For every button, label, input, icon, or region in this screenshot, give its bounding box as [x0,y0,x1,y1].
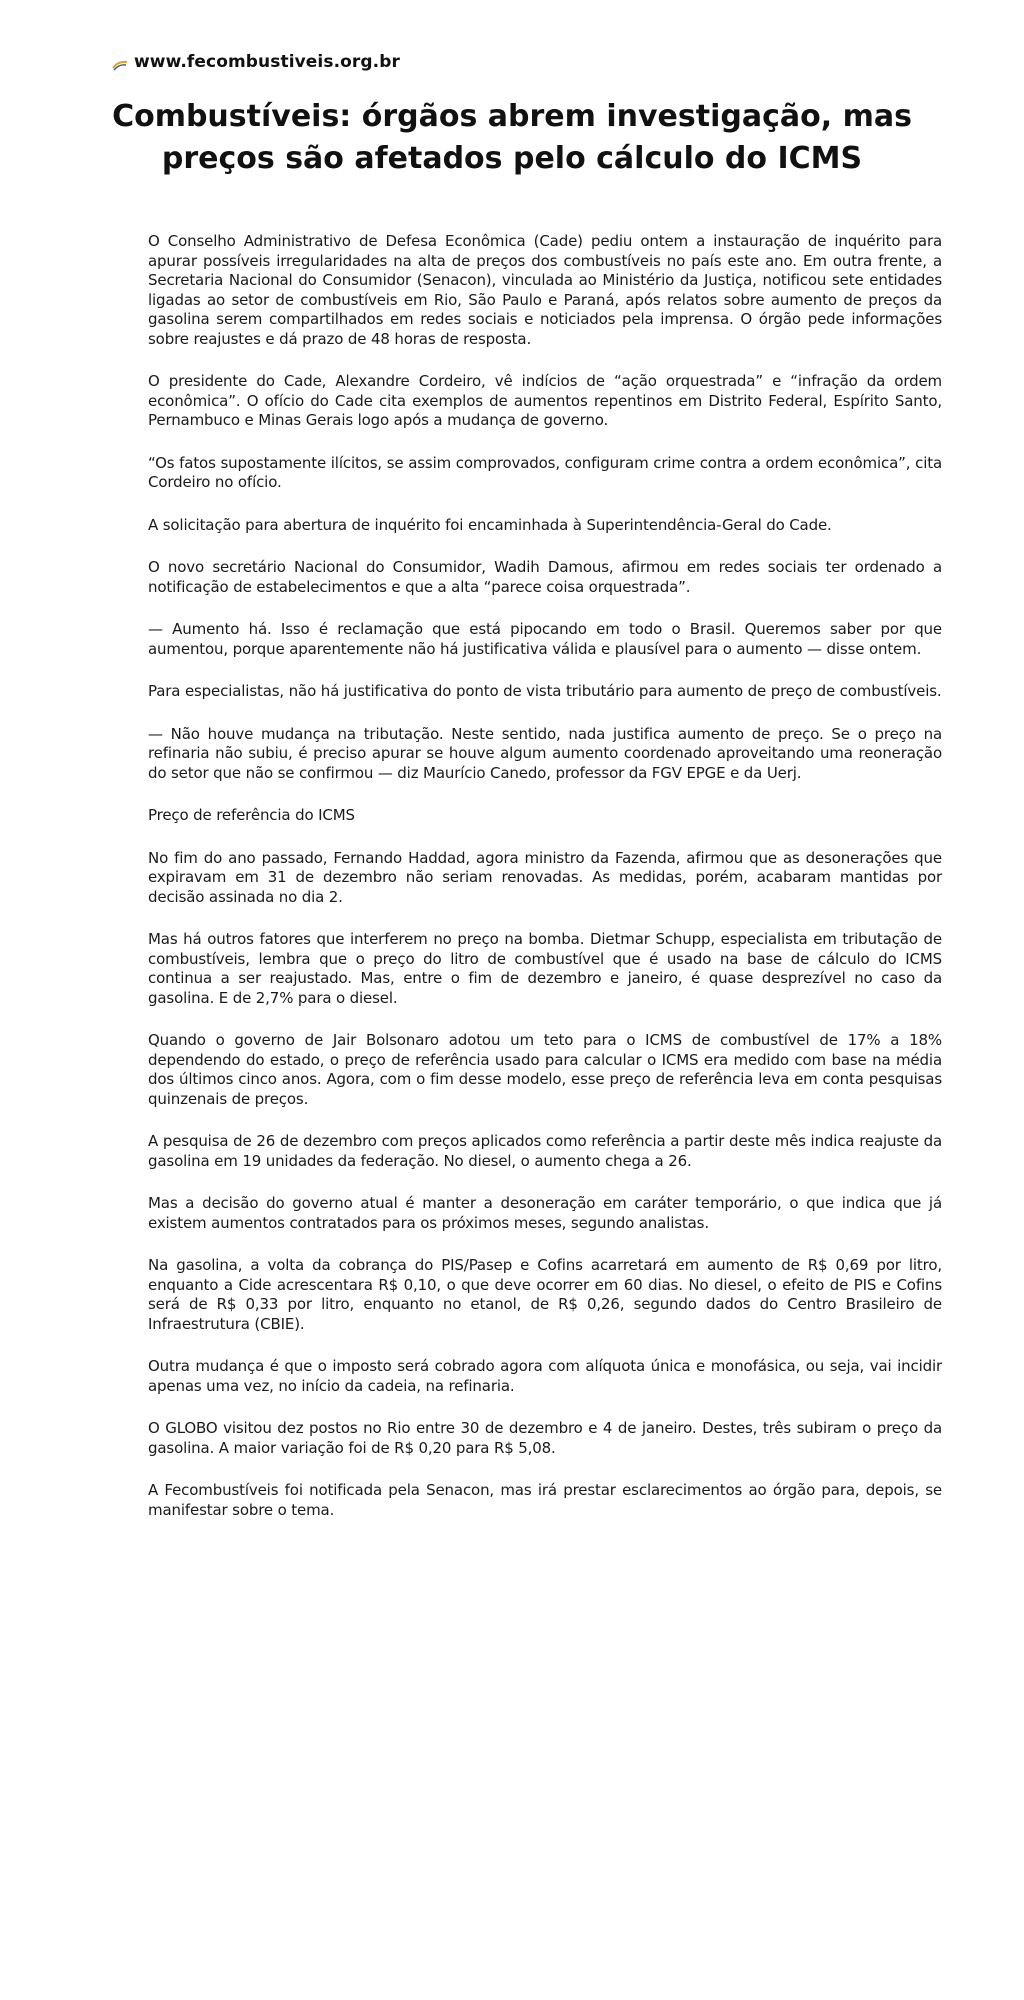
article-paragraph: Para especialistas, não há justificativa do ponto de vista tributário para aumento de preço de combustíveis. [148,682,942,700]
article-paragraph: A solicitação para abertura de inquérito foi encaminhada à Superintendência-Geral do Cade. [148,515,832,534]
site-header [112,52,400,72]
article-paragraph: No fim do ano passado, Fernando Haddad, agora ministro da Fazenda, afirmou que as desonerações que expiravam em 31 de dezembro não seriam renovadas. As medidas, porém, acabaram mantidas por decisão assinada no dia 2. [148,848,942,906]
article-paragraph: O GLOBO visitou dez postos no Rio entre 30 de dezembro e 4 de janeiro. Destes, três subiram o preço da gasolina. A maior variação foi de R$ 0,20 para R$ 5,08. [148,1419,942,1457]
fecombustiveis-swoosh-icon [112,56,128,68]
article-paragraph: — Aumento há. Isso é reclamação que está pipocando em todo o Brasil. Queremos saber por que aumentou, porque aparentemente não há justificativa válida e plausível para o aumento — disse ontem. [148,620,942,658]
section-heading: Preço de referência do ICMS [148,806,355,824]
article-paragraph: A pesquisa de 26 de dezembro com preços aplicados como referência a partir deste mês indica reajuste da gasolina em 19 unidades da federação. No diesel, o aumento chega a 26. [148,1132,942,1170]
article-paragraph: Quando o governo de Jair Bolsonaro adotou um teto para o ICMS de combustível de 17% a 18% dependendo do estado, o preço de referência usado para calcular o ICMS era medido com base na média dos últimos cinco anos. Agora, com o fim desse modelo, esse preço de referência leva em conta pesquisas quinzenais de preços. [148,1031,942,1108]
article-paragraph: Mas há outros fatores que interferem no preço na bomba. Dietmar Schupp, especialista em tributação de combustíveis, lembra que o preço do litro de combustível que é usado na base de cálculo do ICMS continua a ser reajustado. Mas, entre o fim de dezembro e janeiro, é quase desprezível no caso da gasolina. E de 2,7% para o diesel. [148,930,942,1007]
article-paragraph: Mas a decisão do governo atual é manter a desoneração em caráter temporário, o que indica que já existem aumentos contratados para os próximos meses, segundo analistas. [148,1194,942,1232]
article-paragraph: Outra mudança é que o imposto será cobrado agora com alíquota única e monofásica, ou seja, vai incidir apenas uma vez, no início da cadeia, na refinaria. [148,1357,942,1395]
article-body [148,232,942,1543]
article-paragraph: O Conselho Administrativo de Defesa Econômica (Cade) pediu ontem a instauração de inquérito para apurar possíveis irregularidades na alta de preços dos combustíveis no país este ano. Em outra frente, a Secretaria Nacional do Consumidor (Senacon), vinculada ao Ministério da Justiça, notificou sete entidades ligadas ao setor de combustíveis em Rio, São Paulo e Paraná, após relatos sobre aumento de preços da gasolina serem compartilhados em redes sociais e noticiados pela imprensa. O órgão pede informações sobre reajustes e dá prazo de 48 horas de resposta. [148,232,942,348]
article-title: Combustíveis: órgãos abrem investigação, mas preços são afetados pelo cálculo do ICMS [112,99,912,176]
article-paragraph: O presidente do Cade, Alexandre Cordeiro, vê indícios de “ação orquestrada” e “infração da ordem econômica”. O ofício do Cade cita exemplos de aumentos repentinos em Distrito Federal, Espírito Santo, Pernambuco e Minas Gerais logo após a mudança de governo. [148,372,942,429]
article-paragraph: Na gasolina, a volta da cobrança do PIS/Pasep e Cofins acarretará em aumento de R$ 0,69 por litro, enquanto a Cide acrescentara R$ 0,10, o que deve ocorrer em 60 dias. No diesel, o efeito de PIS e Cofins será de R$ 0,33 por litro, enquanto no etanol, de R$ 0,26, segundo dados do Centro Brasileiro de Infraestrutura (CBIE). [148,1256,942,1333]
article-paragraph: “Os fatos supostamente ilícitos, se assim comprovados, configuram crime contra a ordem econômica”, cita Cordeiro no ofício. [148,453,942,491]
site-url[interactable]: www.fecombustiveis.org.br [134,52,400,72]
article-paragraph: — Não houve mudança na tributação. Neste sentido, nada justifica aumento de preço. Se o preço na refinaria não subiu, é preciso apurar se houve algum aumento coordenado aproveitando uma reoneração do setor que não se confirmou — diz Maurício Canedo, professor da FGV EPGE e da Uerj. [148,724,942,782]
article-paragraph: A Fecombustíveis foi notificada pela Senacon, mas irá prestar esclarecimentos ao órgão para, depois, se manifestar sobre o tema. [148,1481,942,1519]
article-paragraph: O novo secretário Nacional do Consumidor, Wadih Damous, afirmou em redes sociais ter ordenado a notificação de estabelecimentos e que a alta “parece coisa orquestrada”. [148,558,942,596]
